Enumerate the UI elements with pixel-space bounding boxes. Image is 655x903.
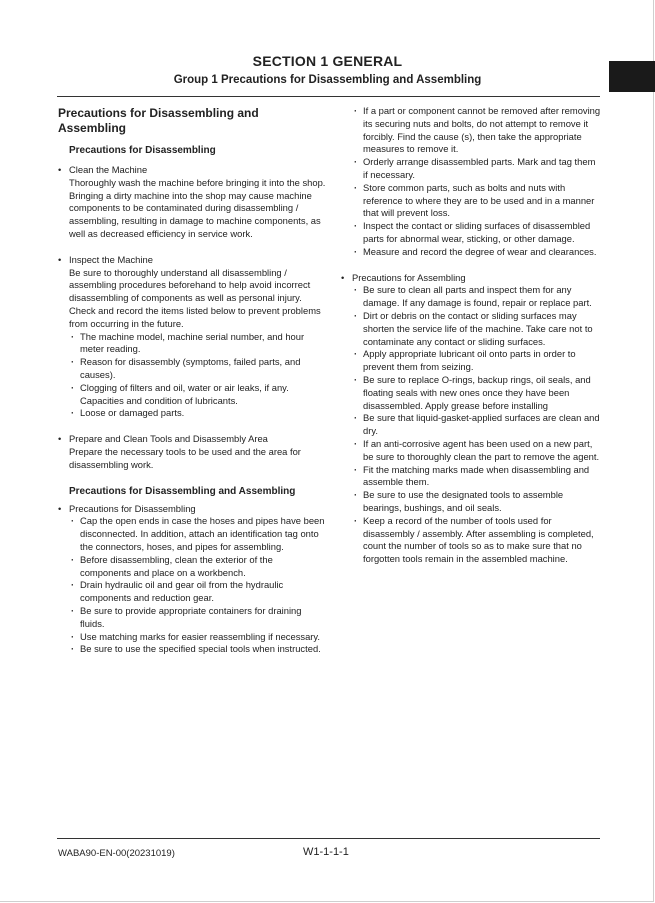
section-title: SECTION 1 GENERAL: [252, 53, 403, 69]
list-item: · Drain hydraulic oil and gear oil from the hydraulic components and reduction gear.: [69, 579, 326, 605]
list-item: · Be sure to clean all parts and inspect them for any damage. If any damage is found, repair or replace part.: [352, 284, 601, 310]
prepare-tools-title: • Prepare and Clean Tools and Disassembly Area: [58, 433, 326, 446]
precautions-disassembling-title: • Precautions for Disassembling: [58, 503, 326, 516]
list-item: · Use matching marks for easier reassembling if necessary.: [69, 631, 326, 644]
list-item: · Reason for disassembly (symptoms, failed parts, and causes).: [69, 356, 326, 382]
clean-machine-text: Thoroughly wash the machine before bringing it into the shop. Bringing a dirty machine into the shop may cause machine components to be contaminated during disassembling / assembling, resulting in damage to machine components, as well as decreased efficiency in service work.: [69, 176, 326, 239]
left-column: [58, 106, 326, 656]
list-item: · If a part or component cannot be removed after removing its securing nuts and bolts, do not attempt to remove it forcibly. Find the cause (s), then take the appropriate measures to remove it.: [352, 105, 601, 156]
precautions-assembling-title: • Precautions for Assembling: [341, 272, 601, 285]
assembling-items-list: [341, 284, 601, 566]
list-item: · Dirt or debris on the contact or sliding surfaces may shorten the service life of the machine. Take care not to contaminate any contact or sliding surfaces.: [352, 310, 601, 348]
list-item: · Before disassembling, clean the exterior of the components and place on a workbench.: [69, 554, 326, 580]
main-heading: Precautions for Disassembling and Assembling: [58, 106, 259, 135]
inspect-machine-text-2: Check and record the items listed below to prevent problems from occurring in the future.: [69, 304, 321, 329]
list-item: · Keep a record of the number of tools used for disassembly / assembly. After assembling is completed, count the number of tools so as to make sure that no forgotten tools remain in the assembled machine.: [352, 515, 601, 566]
clean-machine-title: • Clean the Machine: [58, 164, 326, 177]
list-item: · Apply appropriate lubricant oil onto parts in order to prevent them from seizing.: [352, 348, 601, 374]
list-item: · Orderly arrange disassembled parts. Mark and tag them if necessary.: [352, 156, 601, 182]
list-item: · Measure and record the degree of wear and clearances.: [352, 246, 601, 259]
disassembling-items-list: [58, 515, 326, 656]
list-item: · Be sure to use the designated tools to assemble bearings, bushings, and oil seals.: [352, 489, 601, 515]
list-item: · Clogging of filters and oil, water or air leaks, if any. Capacities and condition of lubricants.: [69, 382, 326, 408]
prepare-tools-text: Prepare the necessary tools to be used and the area for disassembling work.: [69, 445, 301, 470]
page-number: W1-1-1-1: [303, 846, 349, 858]
inspect-machine-text: Be sure to thoroughly understand all disassembling / assembling procedures beforehand to help avoid incorrect disassembling of components as well as personal injury.: [69, 266, 311, 304]
list-item: · Be sure that liquid-gasket-applied surfaces are clean and dry.: [352, 412, 601, 438]
footer-rule: [57, 838, 600, 839]
group-title: Group 1 Precautions for Disassembling and Assembling: [173, 74, 482, 86]
inspect-items-list: [58, 331, 326, 421]
header-rule: [57, 96, 600, 97]
list-item: · Store common parts, such as bolts and nuts with reference to where they are to be used and in a manner that will prevent loss.: [352, 182, 601, 220]
list-item: · Be sure to provide appropriate containers for draining fluids.: [69, 605, 326, 631]
list-item: · Loose or damaged parts.: [69, 407, 326, 420]
sub-heading-dis-and-assembling: Precautions for Disassembling and Assembling: [69, 485, 296, 497]
list-item: · Inspect the contact or sliding surfaces of disassembled parts for abnormal wear, sticking, or other damage.: [352, 220, 601, 246]
list-item: · Be sure to replace O-rings, backup rings, oil seals, and floating seals with new ones once they have been disassembled. Apply grease before installing: [352, 374, 601, 412]
inspect-machine-title: • Inspect the Machine: [58, 254, 326, 267]
sub-heading-disassembling: Precautions for Disassembling: [69, 145, 216, 156]
right-column: [341, 105, 601, 566]
disassembling-items-list-cont: [341, 105, 601, 259]
list-item: · If an anti-corrosive agent has been used on a new part, be sure to thoroughly clean the part to remove the agent.: [352, 438, 601, 464]
list-item: · Cap the open ends in case the hoses and pipes have been disconnected. In addition, attach an identification tag onto the connectors, hoses, and pipes for assembling.: [69, 515, 326, 553]
list-item: · Fit the matching marks made when disassembling and assemble them.: [352, 464, 601, 490]
list-item: · Be sure to use the specified special tools when instructed.: [69, 643, 326, 656]
list-item: · The machine model, machine serial number, and hour meter reading.: [69, 331, 326, 357]
document-code: WABA90-EN-00(20231019): [58, 848, 175, 859]
